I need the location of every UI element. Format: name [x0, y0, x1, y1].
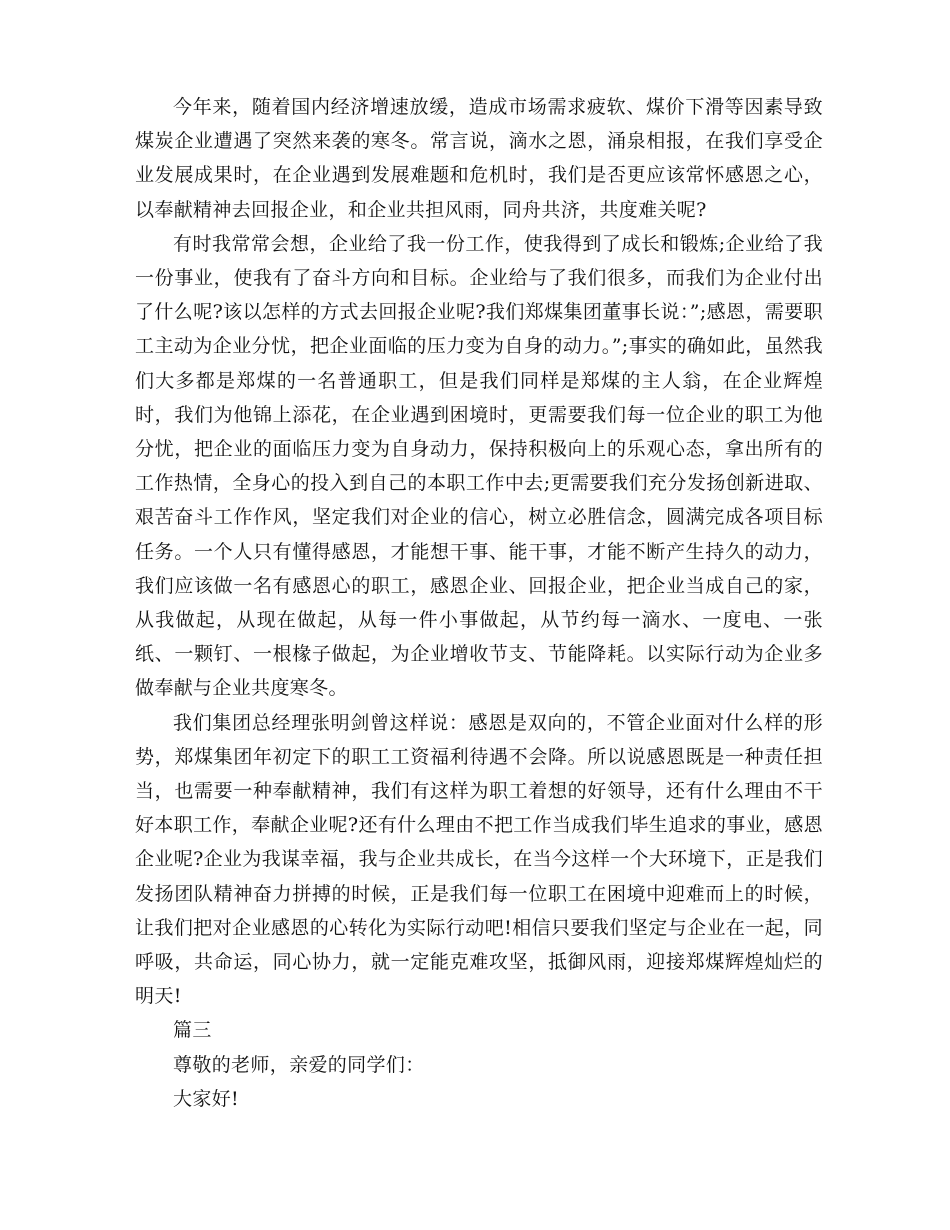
paragraph-general-manager-quote: 我们集团总经理张明剑曾这样说：感恩是双向的，不管企业面对什么样的形势，郑煤集团年初定下的职工工资福利待遇不会降。所以说感恩既是一种责任担当，也需要一种奉献精神，我们有这样为职工着想的好领导，还有什么理由不干好本职工作，奉献企业呢?还有什么理由不把工作当成我们毕生追求的事业，感恩企业呢?企业为我谋幸福，我与企业共成长，在当今这样一个大环境下，正是我们发扬团队精神奋力拼搏的时候，正是我们每一位职工在困境中迎难而上的时候，让我们把对企业感恩的心转化为实际行动吧!相信只要我们坚定与企业在一起，同呼吸，共命运，同心协力，就一定能克难攻坚，抵御风雨，迎接郑煤辉煌灿烂的明天!: [135, 711, 823, 1008]
paragraph-gratitude-to-enterprise: 有时我常常会想，企业给了我一份工作，使我得到了成长和锻炼;企业给了我一份事业，使我有了奋斗方向和目标。企业给与了我们很多，而我们为企业付出了什么呢?该以怎样的方式去回报企业呢?我们郑煤集团董事长说：”;感恩，需要职工主动为企业分忧，把企业面临的压力变为自身的动力。”;事实的确如此，虽然我们大多都是郑煤的一名普通职工，但是我们同样是郑煤的主人翁，在企业辉煌时，我们为他锦上添花，在企业遇到困境时，更需要我们每一位企业的职工为他分忧，把企业的面临压力变为自身动力，保持积极向上的乐观心态，拿出所有的工作热情，全身心的投入到自己的本职工作中去;更需要我们充分发扬创新进取、艰苦奋斗工作作风，坚定我们对企业的信心，树立必胜信念，圆满完成各项目标任务。一个人只有懂得感恩，才能想干事、能干事，才能不断产生持久的动力，我们应该做一名有感恩心的职工，感恩企业、回报企业，把企业当成自己的家，从我做起，从现在做起，从每一件小事做起，从节约每一滴水、一度电、一张纸、一颗钉、一根椽子做起，为企业增收节支、节能降耗。以实际行动为企业多做奉献与企业共度寒冬。: [135, 232, 823, 700]
salutation: 尊敬的老师，亲爱的同学们：: [173, 1053, 425, 1076]
section-heading: 篇三: [173, 1019, 212, 1042]
paragraph-economic-winter: 今年来，随着国内经济增速放缓，造成市场需求疲软、煤价下滑等因素导致煤炭企业遭遇了突然来袭的寒冬。常言说，滴水之恩，涌泉相报，在我们享受企业发展成果时，在企业遇到发展难题和危机时，我们是否更应该常怀感恩之心，以奉献精神去回报企业，和企业共担风雨，同舟共济，共度难关呢?: [135, 96, 823, 221]
document-body: [135, 90, 823, 1116]
greeting: 大家好!: [173, 1087, 240, 1110]
